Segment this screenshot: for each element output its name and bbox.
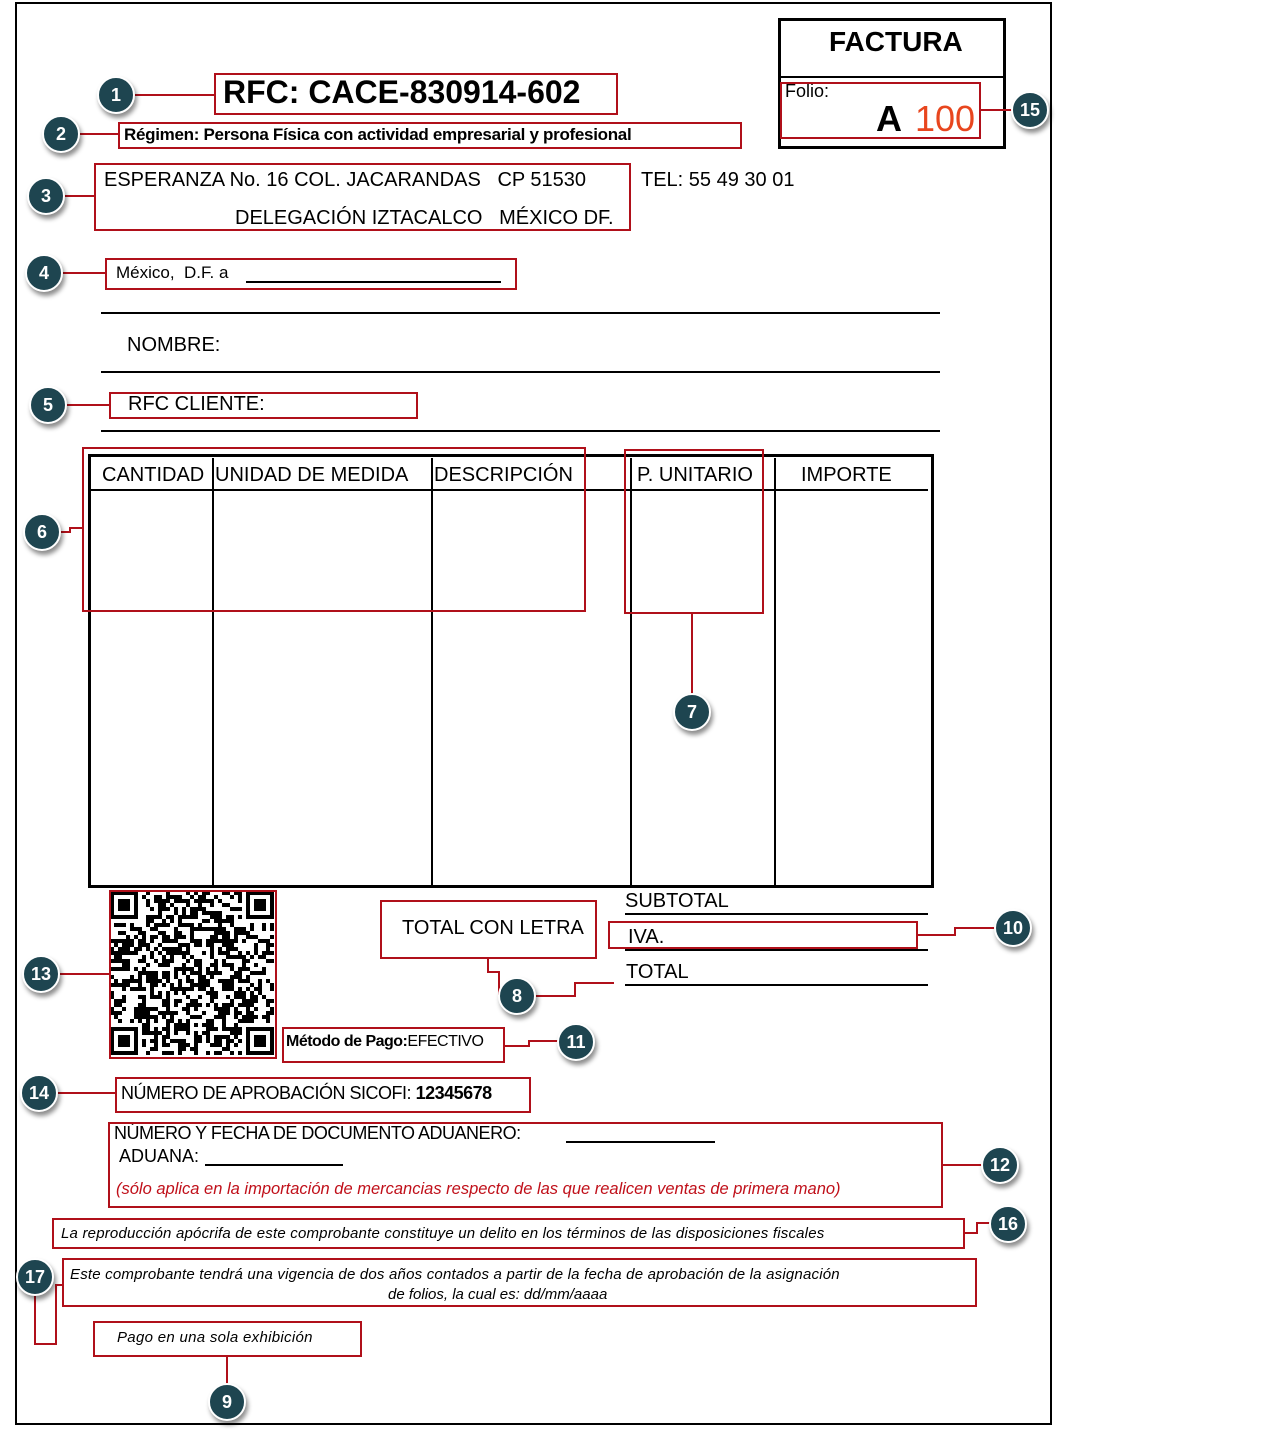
annotation-box-17 [62, 1258, 977, 1307]
connector [981, 109, 1015, 111]
customs-doc-label: NÚMERO Y FECHA DE DOCUMENTO ADUANERO: [114, 1123, 521, 1143]
connector [62, 195, 96, 197]
connector [533, 995, 575, 997]
annotation-box-13 [109, 890, 277, 1059]
client-rfc-field-line[interactable] [101, 430, 940, 432]
annotation-badge-5: 5 [29, 386, 67, 424]
header-p-unitario: P. UNITARIO [637, 464, 753, 486]
connector [60, 272, 107, 274]
address-line-2: DELEGACIÓN IZTACALCO MÉXICO DF. [235, 207, 614, 229]
connector [57, 973, 111, 975]
folio-label: Folio: [785, 81, 830, 101]
connector [55, 1092, 117, 1094]
annotation-box-7 [624, 449, 764, 614]
annotation-badge-7: 7 [673, 693, 711, 731]
annotation-box-12 [108, 1122, 943, 1208]
header-importe: IMPORTE [801, 464, 892, 486]
validity-line-2: de folios, la cual es: dd/mm/aaaa [388, 1286, 608, 1303]
annotation-badge-14: 14 [20, 1074, 58, 1112]
subtotal-label: SUBTOTAL [625, 890, 729, 912]
iva-label: IVA. [628, 926, 665, 948]
annotation-box-16 [52, 1218, 965, 1249]
annotation-badge-1: 1 [97, 76, 135, 114]
single-payment: Pago en una sola exhibición [117, 1329, 313, 1346]
annotation-badge-8: 8 [498, 977, 536, 1015]
total-line [625, 984, 928, 986]
connector [69, 527, 83, 529]
annotation-badge-3: 3 [27, 177, 65, 215]
connector [34, 1343, 56, 1345]
annotation-box-8 [380, 900, 597, 959]
folio-number: 100 [915, 98, 976, 139]
annotation-box-4 [105, 258, 517, 290]
connector [574, 982, 614, 984]
connector [34, 1293, 36, 1344]
connector [505, 1045, 529, 1047]
total-label: TOTAL [626, 961, 689, 983]
annotation-badge-11: 11 [557, 1023, 595, 1061]
annotation-box-11 [282, 1027, 505, 1063]
connector [691, 613, 693, 695]
annotation-badge-9: 9 [208, 1383, 246, 1421]
annotation-badge-15: 15 [1011, 91, 1049, 129]
payment-method-label: Método de Pago: [286, 1033, 408, 1050]
annotation-box-3 [94, 163, 631, 231]
connector [487, 958, 489, 972]
iva-line [625, 949, 928, 951]
annotation-badge-13: 13 [22, 955, 60, 993]
annotation-box-9 [93, 1321, 362, 1357]
annotation-badge-12: 12 [981, 1146, 1019, 1184]
column-divider [774, 458, 776, 885]
connector [917, 934, 955, 936]
regimen-label: Régimen: [124, 125, 200, 144]
annotation-badge-10: 10 [994, 909, 1032, 947]
annotation-badge-6: 6 [23, 513, 61, 551]
phone: TEL: 55 49 30 01 [641, 169, 795, 191]
connector [55, 1284, 57, 1345]
annotation-box-1 [214, 73, 618, 115]
regimen-value: Persona Física con actividad empresarial y profesional [203, 125, 632, 144]
sicofi-value: 12345678 [415, 1083, 492, 1103]
header-cantidad: CANTIDAD [102, 464, 205, 486]
divider [101, 312, 940, 314]
annotation-badge-4: 4 [25, 254, 63, 292]
annotation-box-5 [109, 392, 418, 419]
connector [954, 927, 996, 929]
divider [781, 76, 1003, 78]
annotation-box-6 [82, 447, 586, 612]
annotation-box-2 [118, 122, 742, 149]
annotation-badge-16: 16 [989, 1205, 1027, 1243]
annotation-box-10 [608, 921, 918, 949]
annotation-box-14 [115, 1077, 531, 1113]
header-descripcion: DESCRIPCIÓN [434, 464, 573, 486]
customs-note: (sólo aplica en la importación de mercancias respecto de las que realicen ventas de primera mano) [116, 1180, 841, 1198]
connector [64, 404, 111, 406]
connector [76, 133, 120, 135]
address-line-1: ESPERANZA No. 16 COL. JACARANDAS CP 51530 [104, 169, 587, 191]
payment-method-value: EFECTIVO [407, 1033, 484, 1050]
header-unidad: UNIDAD DE MEDIDA [215, 464, 409, 486]
connector [528, 1040, 560, 1042]
annotation-box-15 [780, 82, 981, 139]
client-rfc-label: RFC CLIENTE: [128, 393, 265, 415]
folio-series: A [876, 98, 902, 139]
validity-line-1: Este comprobante tendrá una vigencia de dos años contados a partir de la fecha de aprobación de la asignación [70, 1266, 840, 1283]
connector [226, 1356, 228, 1386]
total-letter-label: TOTAL CON LETRA [402, 917, 584, 939]
connector [130, 94, 216, 96]
legal-reproduction: La reproducción apócrifa de este comprobante constituye un delito en los términos de las disposiciones fiscales [61, 1225, 825, 1242]
name-label: NOMBRE: [127, 334, 221, 356]
subtotal-line [625, 913, 928, 915]
sicofi-label: NÚMERO DE APROBACIÓN SICOFI: [121, 1083, 412, 1103]
name-field-line[interactable] [101, 371, 940, 373]
annotation-badge-2: 2 [42, 115, 80, 153]
issuer-rfc: RFC: CACE-830914-602 [223, 74, 581, 110]
annotation-badge-17: 17 [16, 1258, 54, 1296]
place-date-label: México, D.F. a [116, 263, 229, 282]
customs-label: ADUANA: [119, 1146, 200, 1166]
connector [943, 1164, 985, 1166]
factura-title: FACTURA [829, 26, 963, 57]
connector [55, 1284, 63, 1286]
connector [574, 982, 576, 997]
